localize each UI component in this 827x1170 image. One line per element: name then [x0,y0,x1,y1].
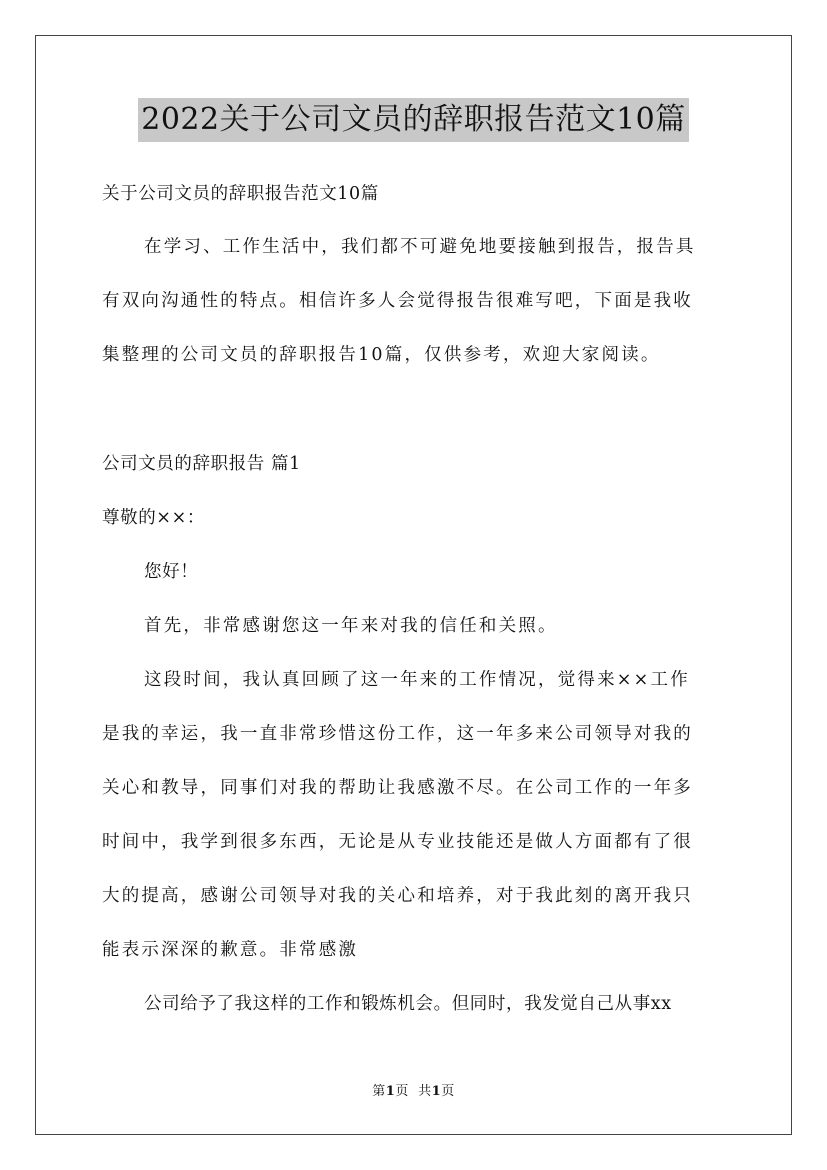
footer-total-number: 1 [431,1084,442,1099]
greeting: 您好！ [144,562,199,582]
footer-total-suffix: 页 [441,1084,455,1099]
salutation: 尊敬的××： [102,508,205,528]
document-title-text: 2022关于公司文员的辞职报告范文10篇 [138,98,689,142]
page-footer [0,1082,827,1102]
paragraph-3-line-1: 公司给予了我这样的工作和锻炼机会。但同时，我发觉自己从事xx [144,994,672,1014]
paragraph-2-line-2: 是我的幸运，我一直非常珍惜这份工作，这一年多来公司领导对我的 [102,724,693,744]
document-subtitle: 关于公司文员的辞职报告范文10篇 [102,184,379,204]
footer-page-prefix: 第 [372,1084,386,1099]
document-title [0,98,827,142]
footer-total-prefix: 共 [418,1084,432,1099]
paragraph-2-line-1: 这段时间，我认真回顾了这一年来的工作情况，觉得来××工作 [144,670,690,690]
paragraph-2-line-4: 时间中，我学到很多东西，无论是从专业技能还是做人方面都有了很 [102,832,693,852]
intro-line-1: 在学习、工作生活中，我们都不可避免地要接触到报告，报告具 [144,237,696,257]
paragraph-2-line-5: 大的提高，感谢公司领导对我的关心和培养，对于我此刻的离开我只 [102,886,693,906]
intro-line-3: 集整理的公司文员的辞职报告10篇，仅供参考，欢迎大家阅读。 [102,345,661,365]
footer-page-suffix: 页 [395,1084,409,1099]
paragraph-2-line-6: 能表示深深的歉意。非常感激 [102,940,359,960]
footer-page-number: 1 [385,1084,396,1099]
paragraph-1: 首先，非常感谢您这一年来对我的信任和关照。 [144,616,558,636]
intro-line-2: 有双向沟通性的特点。相信许多人会觉得报告很难写吧，下面是我收 [102,291,693,311]
section-heading: 公司文员的辞职报告 篇1 [102,454,301,474]
paragraph-2-line-3: 关心和教导，同事们对我的帮助让我感激不尽。在公司工作的一年多 [102,778,693,798]
